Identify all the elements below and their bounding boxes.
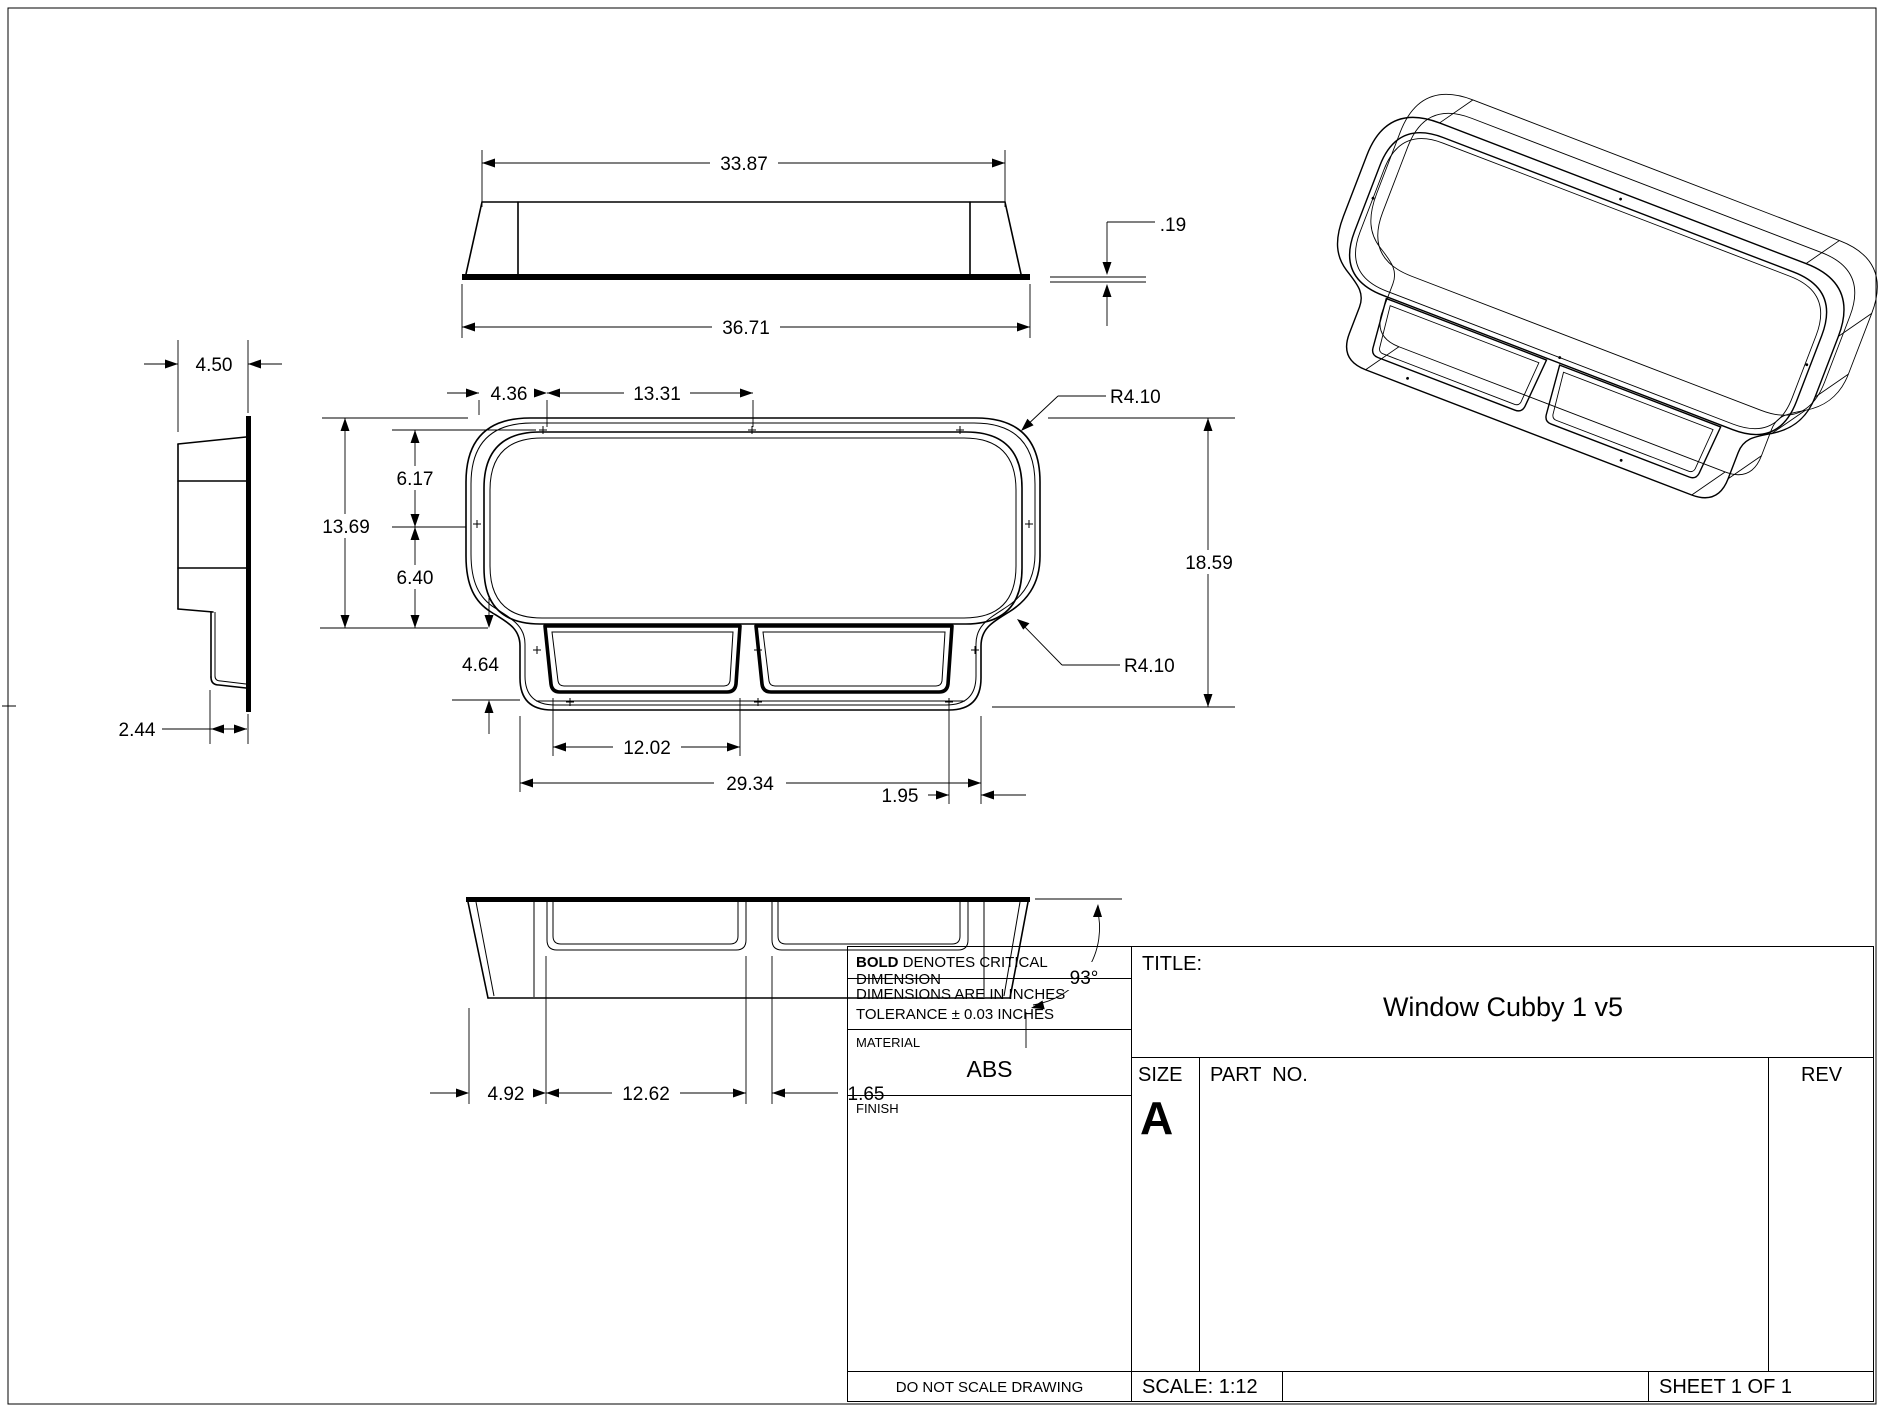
do-not-scale-note: DO NOT SCALE DRAWING bbox=[895, 1379, 1084, 1396]
top-view bbox=[462, 150, 1186, 339]
rev-cell bbox=[1768, 1057, 1874, 1371]
part-no-label: PART NO. bbox=[1210, 1064, 1308, 1086]
isometric-view bbox=[1295, 72, 1884, 532]
sheet-cell bbox=[1648, 1371, 1874, 1402]
title-cell bbox=[1131, 946, 1874, 1057]
scale-value: SCALE: 1:12 bbox=[1142, 1376, 1258, 1398]
side-view bbox=[119, 340, 282, 744]
title-block bbox=[847, 946, 1874, 1402]
dim-top-flange-width: 36.71 bbox=[722, 318, 770, 339]
part-no-cell bbox=[1199, 1057, 1768, 1371]
dim-bottom-draft-angle: 93° bbox=[1069, 968, 1099, 989]
title-value: Window Cubby 1 v5 bbox=[1382, 992, 1624, 1022]
size-value: A bbox=[1140, 1092, 1174, 1144]
dim-front-edge-gap: 1.95 bbox=[881, 786, 919, 807]
dim-front-corner-offset: 4.36 bbox=[490, 384, 528, 405]
dim-front-opening-span: 13.31 bbox=[633, 384, 681, 405]
units-line-2: TOLERANCE ± 0.03 INCHES bbox=[856, 1006, 1055, 1024]
material-label: MATERIAL bbox=[856, 1035, 921, 1050]
dim-front-radius-step: R4.10 bbox=[1124, 656, 1175, 677]
scale-spacer-cell bbox=[1282, 1371, 1648, 1402]
dim-front-body-height: 13.69 bbox=[322, 517, 370, 538]
dim-front-pocket-width: 12.02 bbox=[623, 738, 671, 759]
size-cell bbox=[1131, 1057, 1199, 1371]
sheet-value: SHEET 1 OF 1 bbox=[1659, 1376, 1793, 1398]
dim-side-depth: 4.50 bbox=[195, 355, 233, 376]
size-label: SIZE bbox=[1138, 1064, 1183, 1086]
critical-note-bold: BOLD bbox=[856, 954, 899, 971]
dim-bottom-divider: 1.65 bbox=[847, 1084, 885, 1105]
dim-bottom-end-offset: 4.92 bbox=[487, 1084, 525, 1105]
dim-front-lower-width: 29.34 bbox=[726, 774, 774, 795]
dim-top-outer-width: 33.87 bbox=[720, 154, 768, 175]
rev-label: REV bbox=[1800, 1064, 1843, 1086]
units-line-1: DIMENSIONS ARE IN INCHES bbox=[856, 986, 1066, 1003]
dim-side-pocket-depth: 2.44 bbox=[118, 720, 156, 741]
dim-bottom-pocket-width: 12.62 bbox=[622, 1084, 670, 1105]
title-label: TITLE: bbox=[1142, 953, 1203, 975]
dim-top-flange-thickness: .19 bbox=[1159, 215, 1187, 236]
front-view bbox=[314, 381, 1242, 807]
dim-front-step-height: 4.64 bbox=[462, 655, 499, 676]
do-not-scale-cell bbox=[847, 1371, 1131, 1402]
scale-cell bbox=[1131, 1371, 1282, 1402]
finish-label: FINISH bbox=[856, 1101, 899, 1116]
units-tolerance-note bbox=[847, 978, 1131, 1029]
material-cell bbox=[847, 1029, 1131, 1095]
dim-front-overall-height: 18.59 bbox=[1185, 553, 1233, 574]
dim-front-lower-height: 6.40 bbox=[396, 568, 434, 589]
finish-cell bbox=[847, 1095, 1131, 1371]
dim-front-upper-height: 6.17 bbox=[396, 469, 434, 490]
dim-front-radius-top: R4.10 bbox=[1110, 387, 1161, 408]
material-value: ABS bbox=[966, 1056, 1013, 1082]
critical-note-rest: DENOTES CRITICAL DIMENSION bbox=[856, 954, 1048, 988]
